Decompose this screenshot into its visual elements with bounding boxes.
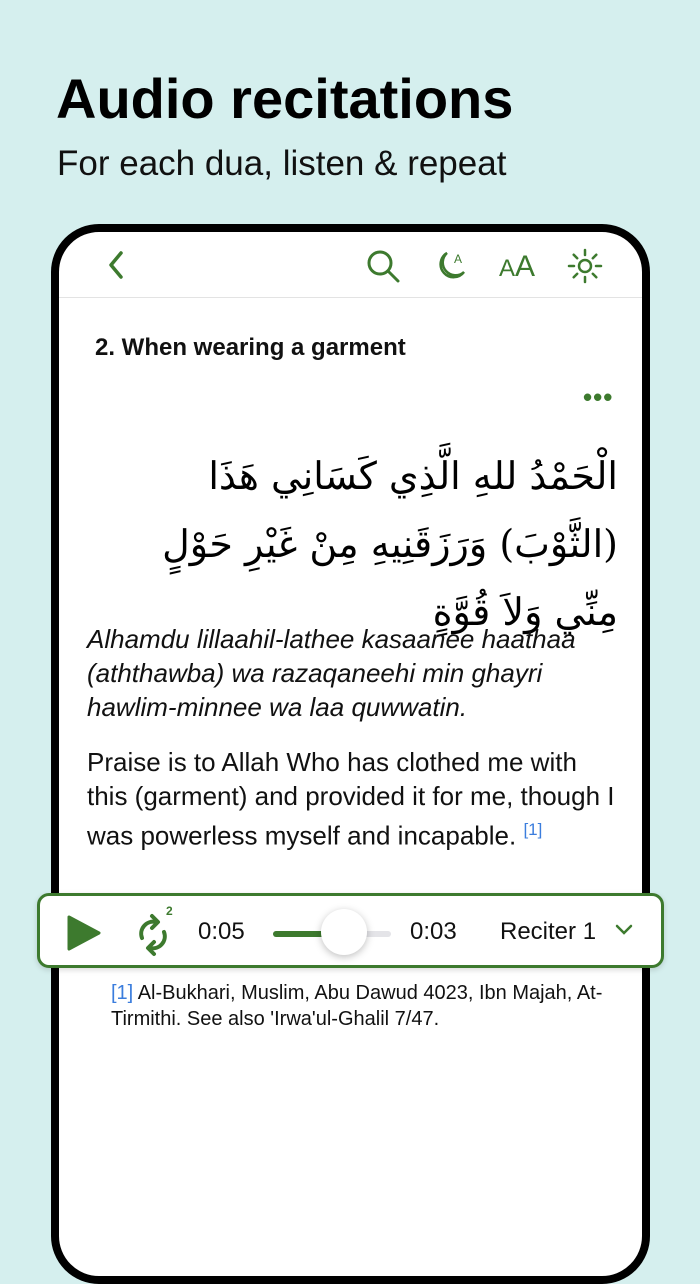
subheadline: For each dua, listen & repeat — [57, 144, 507, 183]
brightness-icon[interactable] — [567, 248, 603, 284]
more-options-icon[interactable]: ••• — [583, 382, 614, 412]
footnote-link[interactable]: [1] — [523, 820, 543, 839]
svg-text:A: A — [454, 252, 463, 266]
translation — [87, 745, 622, 853]
play-icon[interactable] — [66, 914, 102, 952]
search-icon[interactable] — [365, 248, 401, 284]
chevron-down-icon[interactable] — [615, 924, 633, 936]
reciter-select[interactable]: Reciter 1 — [500, 918, 597, 945]
toolbar — [59, 232, 642, 298]
night-mode-icon[interactable] — [433, 248, 469, 284]
reference-text: Al-Bukhari, Muslim, Abu Dawud 4023, Ibn Majah, At-Tirmithi. See also 'Irwa'ul-Ghalil 7/47. — [111, 982, 603, 1030]
back-chevron-icon[interactable] — [105, 248, 129, 282]
dua-title: 2. When wearing a garment — [95, 334, 406, 361]
repeat-count: 2 — [166, 904, 173, 918]
remaining-time: 0:03 — [410, 918, 457, 945]
translation-text: Praise is to Allah Who has clothed me with this (garment) and provided it for me, though I was powerless myself and incapable. — [87, 747, 615, 851]
font-size-icon[interactable]: AA — [499, 250, 536, 283]
elapsed-time: 0:05 — [198, 918, 245, 945]
audio-player — [37, 893, 664, 968]
reference — [111, 980, 618, 1032]
footnote-number[interactable]: [1] — [111, 982, 134, 1004]
progress-thumb[interactable] — [321, 909, 367, 955]
arabic-text: الْحَمْدُ للهِ الَّذِي كَسَانِي هَذَا (الثَّوْبَ) وَرَزَقَنِيهِ مِنْ غَيْرِ حَوْلٍ مِنِّي وَلاَ قُوَّةٍ — [162, 454, 618, 634]
headline: Audio recitations — [56, 67, 514, 130]
phone-frame — [51, 224, 650, 1284]
transliteration: Alhamdu lillaahil-lathee kasaanee haathaa (aththawba) wa razaqaneehi min ghayri hawlim-minnee wa laa quwwatin. — [87, 624, 576, 722]
